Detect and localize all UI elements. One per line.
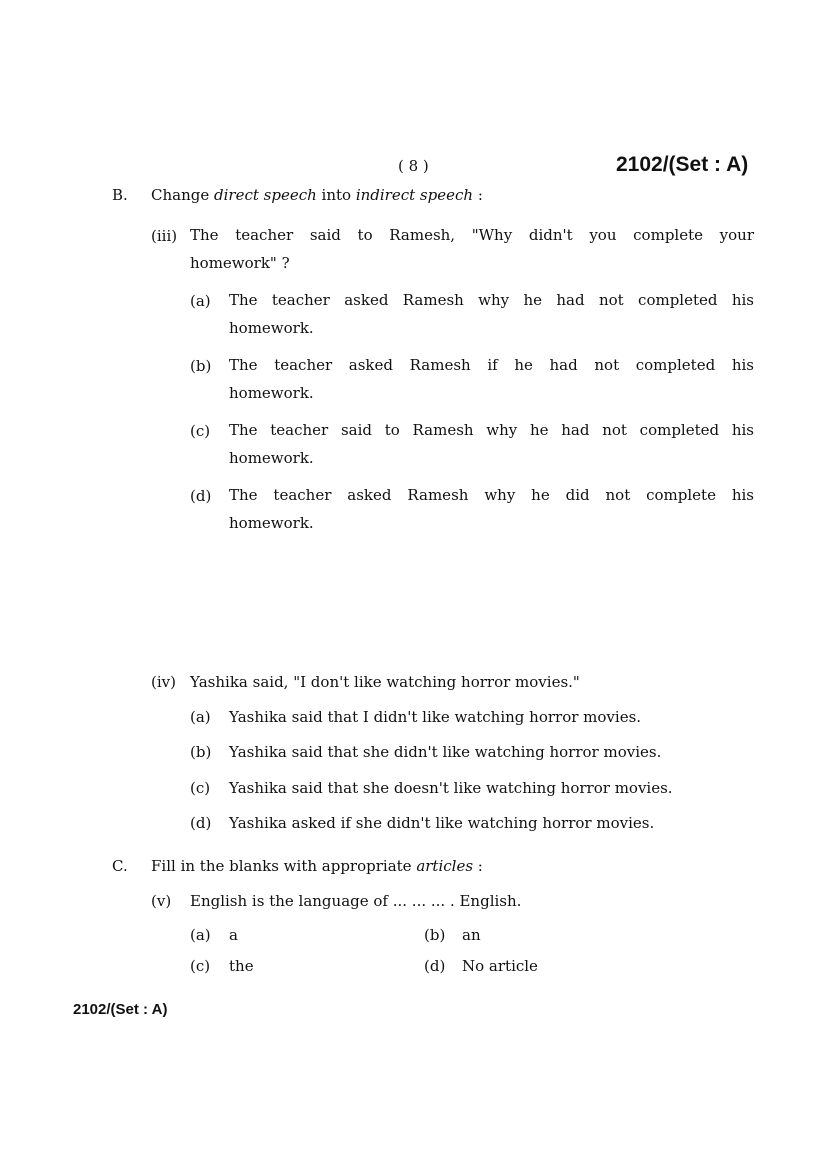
q5-option-c-label: (c) (190, 957, 211, 975)
page-number: ( 8 ) (398, 157, 429, 175)
section-b-label: B. (112, 186, 128, 204)
q4-option-a-text: Yashika said that I didn't like watching horror movies. (229, 708, 642, 726)
q3-option-b-label: (b) (190, 357, 212, 375)
section-b-instruction: Change direct speech into indirect speech : (151, 186, 483, 204)
paper-code-footer: 2102/(Set : A) (73, 1001, 168, 1018)
q4-option-a-label: (a) (190, 708, 211, 726)
q4-option-b-label: (b) (190, 743, 212, 761)
q3-option-d-label: (d) (190, 487, 212, 505)
section-c-label: C. (112, 857, 128, 875)
question-3-number: (iii) (151, 227, 178, 245)
q3-option-a-text: The teacher asked Ramesh why he had not completed his homework. (229, 291, 754, 337)
q4-option-c-label: (c) (190, 779, 211, 797)
question-3-text: The teacher said to Ramesh, "Why didn't you complete your homework" ? (190, 226, 754, 272)
q4-option-d-text: Yashika asked if she didn't like watching horror movies. (229, 814, 655, 832)
question-5-text: English is the language of ... ... ... . English. (190, 892, 522, 910)
q4-option-d-label: (d) (190, 814, 212, 832)
q5-option-c-text: the (229, 957, 254, 975)
q5-option-d-label: (d) (424, 957, 446, 975)
question-5-number: (v) (151, 892, 172, 910)
paper-code-header: 2102/(Set : A) (616, 153, 749, 176)
q4-option-c-text: Yashika said that she doesn't like watching horror movies. (229, 779, 673, 797)
q5-option-d-text: No article (462, 957, 538, 975)
section-c-instruction: Fill in the blanks with appropriate articles : (151, 857, 483, 875)
q5-option-b-text: an (462, 926, 481, 944)
question-4-text: Yashika said, "I don't like watching horror movies." (190, 673, 580, 691)
q3-option-c-label: (c) (190, 422, 211, 440)
q5-option-b-label: (b) (424, 926, 446, 944)
q3-option-d-text: The teacher asked Ramesh why he did not complete his homework. (229, 486, 754, 532)
q4-option-b-text: Yashika said that she didn't like watching horror movies. (229, 743, 662, 761)
q3-option-c-text: The teacher said to Ramesh why he had not completed his homework. (229, 421, 754, 467)
q3-option-a-label: (a) (190, 292, 211, 310)
q5-option-a-label: (a) (190, 926, 211, 944)
q3-option-b-text: The teacher asked Ramesh if he had not completed his homework. (229, 356, 754, 402)
q5-option-a-text: a (229, 926, 238, 944)
question-4-number: (iv) (151, 673, 176, 691)
